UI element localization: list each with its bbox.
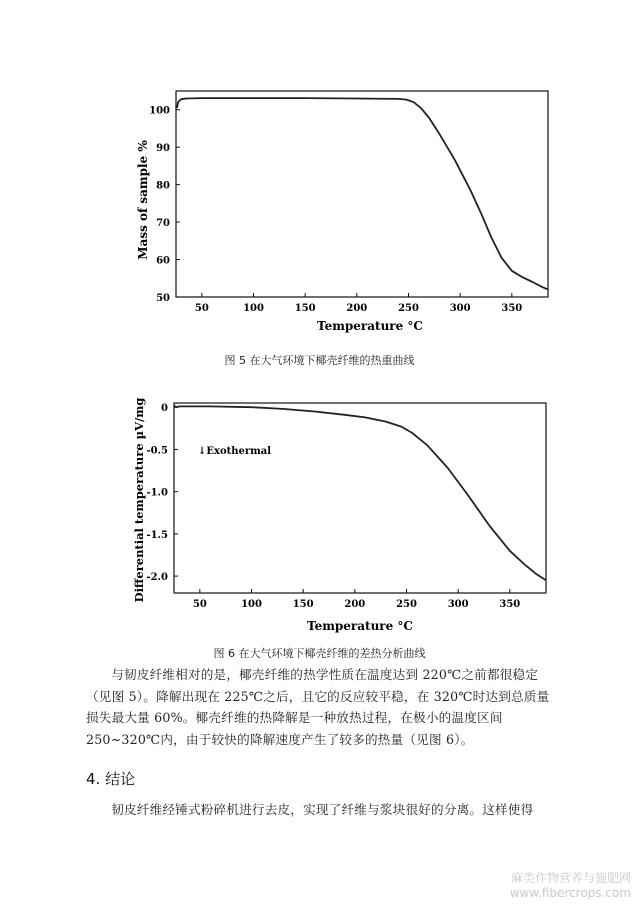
tg-chart (0, 80, 639, 340)
tg-xtick-label: 250 (398, 303, 419, 314)
watermark (510, 871, 631, 901)
tg-ytick-label: 70 (156, 218, 170, 230)
dta-xtick-label: 250 (396, 599, 417, 610)
tg-ytick-label: 50 (156, 293, 170, 304)
watermark-line2: www.fibercrops.com (509, 886, 631, 900)
tg-chart-xlabel: Temperature °C (317, 319, 423, 333)
dta-xtick-label: 50 (192, 599, 207, 610)
dta-xtick-label: 200 (344, 599, 366, 610)
tg-series-line (177, 98, 548, 289)
figure5-caption: 图 5 在大气环境下椰壳纤维的热重曲线 (224, 354, 415, 367)
dta-chart-ylabel: Differential temperature µV/mg (132, 397, 146, 603)
body-paragraph-1: 与韧皮纤维相对的是，椰壳纤维的热学性质在温度达到 220℃之前都很稳定（见图 5）。降解出现在 225℃之后，且它的反应较平稳，在 320℃时达到总质量损失最大量 60%。椰壳纤维的热降解是一种放热过程，在极小的温度区间 250~320℃内，由于较快的降解速度产生了较多的热量（见图 6）。 (86, 667, 550, 747)
tg-chart-ylabel: Mass of sample % (136, 140, 150, 260)
dta-xtick-label: 100 (241, 599, 262, 610)
dta-xtick-label: 300 (447, 599, 469, 610)
dta-ytick-label: -1.5 (146, 529, 168, 541)
tg-ytick-label: 80 (156, 180, 170, 192)
dta-ytick-label: 0 (161, 403, 168, 415)
tg-plot-frame (176, 91, 548, 297)
dta-plot-frame (174, 403, 546, 593)
tg-xtick-label: 350 (501, 303, 523, 314)
section-heading-conclusion: 4. 结论 (86, 770, 136, 788)
dta-series-line (174, 406, 546, 581)
tg-xtick-label: 50 (194, 303, 209, 314)
dta-ytick-label: -1.0 (146, 487, 168, 499)
tg-xtick-label: 150 (294, 303, 316, 314)
dta-xtick-label: 150 (292, 599, 314, 610)
exothermal-annotation: ↓Exothermal (198, 446, 272, 457)
dta-chart (0, 395, 639, 640)
dta-ytick-label: -2.0 (146, 572, 168, 584)
tg-ytick-label: 90 (156, 143, 170, 155)
tg-xtick-label: 200 (346, 303, 368, 314)
figure6-caption: 图 6 在大气环境下椰壳纤维的差热分析曲线 (213, 647, 426, 660)
tg-ytick-label: 60 (156, 255, 170, 267)
tg-ytick-label: 100 (149, 105, 170, 117)
tg-xtick-label: 100 (243, 303, 264, 314)
dta-ytick-label: -0.5 (146, 445, 168, 457)
body-paragraph-2: 韧皮纤维经锤式粉碎机进行去皮，实现了纤维与浆块很好的分离。这样使得 (111, 802, 534, 817)
dta-chart-xlabel: Temperature °C (307, 619, 413, 633)
dta-xtick-label: 350 (499, 599, 521, 610)
watermark-line1: 麻类作物营养与施肥网 (510, 871, 631, 885)
tg-xtick-label: 300 (449, 303, 471, 314)
